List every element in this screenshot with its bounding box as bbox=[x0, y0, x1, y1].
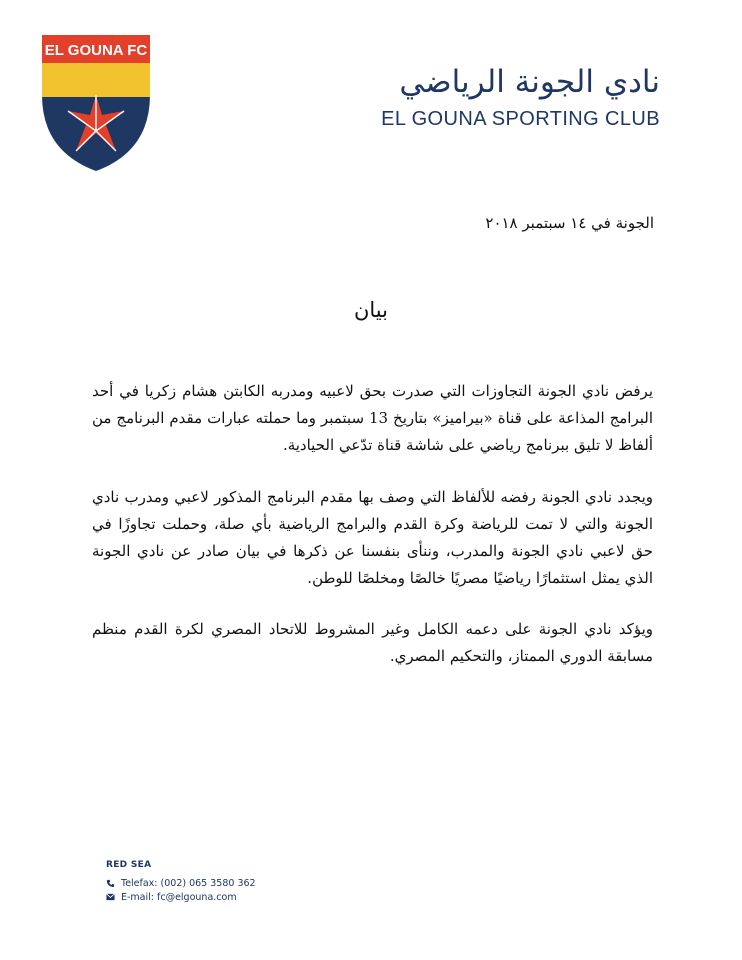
contact-footer bbox=[106, 860, 256, 904]
phone-icon bbox=[106, 879, 115, 888]
statement-paragraph: يرفض نادي الجونة التجاوزات التي صدرت بحق لاعبيه ومدربه الكابتن هشام زكريا في أحد البرامج المذاعة على قناة «بيراميز» بتاريخ 13 سبتمبر وما حملته عبارات مقدم البرنامج من ألفاظ لا تليق ببرنامج رياضي على شاشة قناة تدّعي الحيادية. bbox=[92, 382, 653, 454]
letter-date: الجونة في ١٤ سبتمبر ٢٠١٨ bbox=[485, 214, 654, 232]
crest-logo bbox=[40, 33, 152, 173]
statement-paragraph: ويؤكد نادي الجونة على دعمه الكامل وغير المشروط للاتحاد المصري لكرة القدم منظم مسابقة الدوري الممتاز، والتحكيم المصري. bbox=[92, 620, 653, 665]
footer-region: RED SEA bbox=[106, 860, 152, 870]
footer-email-line bbox=[106, 890, 256, 904]
club-name-english: EL GOUNA SPORTING CLUB bbox=[381, 108, 660, 130]
footer-email: E-mail: fc@elgouna.com bbox=[121, 891, 237, 903]
statement-title: بيان bbox=[353, 298, 388, 322]
statement-paragraph: ويجدد نادي الجونة رفضه للألفاظ التي وصف بها مقدم البرنامج المذكور لاعبي ومدرب نادي الجونة والتي لا تمت للرياضة وكرة القدم والبرامج الرياضية بأي صلة، وحملت تجاوزًا في حق لاعبي نادي الجونة والمدرب، وننأى بنفسنا عن ذكرها في بيان صادر عن نادي الجونة الذي يمثل استثمارًا رياضيًا مصريًا خالصًا ومخلصًا للوطن. bbox=[92, 488, 653, 587]
club-name-arabic: نادي الجونة الرياضي bbox=[399, 64, 660, 100]
crest-text: EL GOUNA FC bbox=[44, 42, 148, 59]
footer-phone-line bbox=[106, 876, 256, 890]
envelope-icon bbox=[106, 893, 115, 902]
footer-phone: Telefax: (002) 065 3580 362 bbox=[121, 877, 256, 889]
